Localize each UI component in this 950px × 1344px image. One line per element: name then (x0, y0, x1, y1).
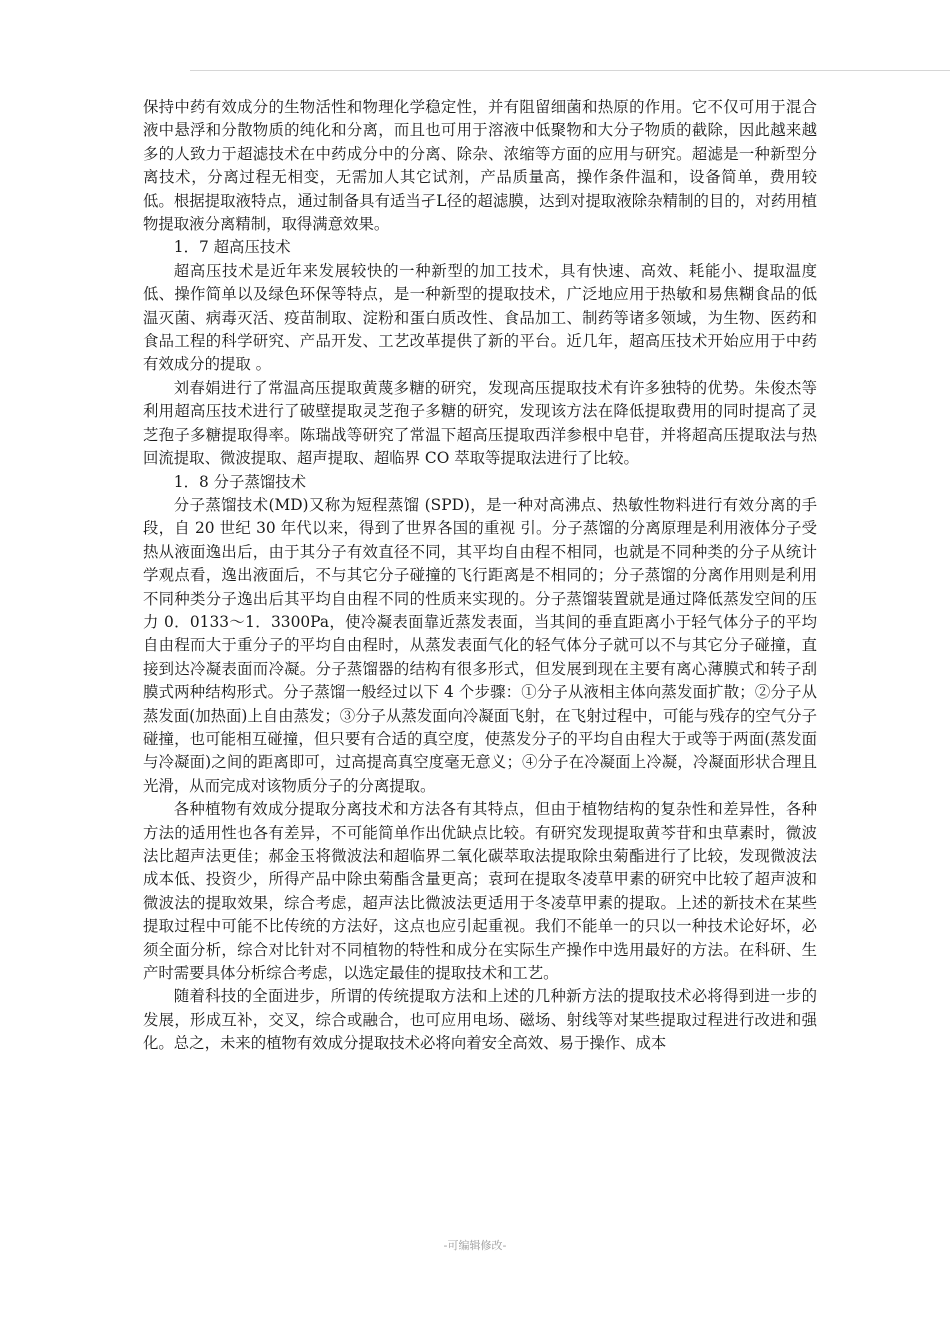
page-footer: -可编辑修改- (443, 1239, 507, 1252)
section-heading-1-7: 1．7 超高压技术 (173, 238, 291, 257)
section-heading-1-8: 1．8 分子蒸馏技术 (173, 472, 307, 491)
paragraph-ultrafiltration-cont: 保持中药有效成分的生物活性和物理化学稳定性，并有阻留细菌和热原的作用。它不仅可用于混合液中悬浮和分散物质的纯化和分离，而且也可用于溶液中低聚物和大分子物质的截除，因此越来越多的人致力于超滤技术在中药成分中的分离、除杂、浓缩等方面的应用与研究。超滤是一种新型分离技术，分离过程无相变，无需加人其它试剂，产品质量高，操作条件温和，设备简单，费用较低。根据提取液特点，通过制备具有适当孑L径的超滤膜，达到对提取液除杂精制的目的，对药用植物提取液分离精制，取得满意效果。 (143, 98, 817, 234)
paragraph-high-pressure-intro: 超高压技术是近年来发展较快的一种新型的加工技术，具有快速、高效、耗能小、提取温度低、操作简单以及绿色环保等特点，是一种新型的提取技术，广泛地应用于热敏和易焦糊食品的低温灭菌、病毒灭活、疫苗制取、淀粉和蛋白质改性、食品加工、制药等诸多领域，为生物、医药和食品工程的科学研究、产品开发、工艺改革提供了新的平台。近几年，超高压技术开始应用于中药有效成分的提取 。 (143, 261, 817, 374)
header-rule (190, 70, 950, 71)
paragraph-outlook: 随着科技的全面进步，所谓的传统提取方法和上述的几种新方法的提取技术必将得到进一步的发展，形成互补，交叉，综合或融合，也可应用电场、磁场、射线等对某些提取过程进行改进和强化。总之，未来的植物有效成分提取技术必将向着安全高效、易于操作、成本 (143, 987, 817, 1053)
body-text (143, 96, 817, 1056)
paragraph-high-pressure-studies: 刘春娟进行了常温高压提取黄蔑多糖的研究，发现高压提取技术有许多独特的优势。朱俊杰等利用超高压技术进行了破壁提取灵芝孢子多糖的研究，发现该方法在降低提取费用的同时提高了灵芝孢子多糖提取得率。陈瑞战等研究了常温下超高压提取西洋参根中皂苷，并将超高压提取法与热回流提取、微波提取、超声提取、超临界 CO 萃取等提取法进行了比较。 (143, 378, 817, 468)
paragraph-comparison: 各种植物有效成分提取分离技术和方法各有其特点，但由于植物结构的复杂性和差异性，各种方法的适用性也各有差异，不可能简单作出优缺点比较。有研究发现提取黄芩苷和虫草素时，微波法比超声法更佳；郝金玉将微波法和超临界二氧化碳萃取法提取除虫菊酯进行了比较，发现微波法成本低、投资少，所得产品中除虫菊酯含量更高；袁珂在提取冬凌草甲素的研究中比较了超声波和微波法的提取效果，综合考虑，超声法比微波法更适用于冬凌草甲素的提取。上述的新技术在某些提取过程中可能不比传统的方法好，这点也应引起重视。我们不能单一的只以一种技术论好坏，必须全面分析，综合对比针对不同植物的特性和成分在实际生产操作中选用最好的方法。在科研、生产时需要具体分析综合考虑，以选定最佳的提取技术和工艺。 (143, 800, 817, 983)
paragraph-molecular-distillation: 分子蒸馏技术(MD)又称为短程蒸馏 (SPD)，是一种对高沸点、热敏性物料进行有效分离的手段，自 20 世纪 30 年代以来，得到了世界各国的重视 引。分子蒸馏的分离原理是利用液体分子受热从液面逸出后，由于其分子有效直径不同，其平均自由程不相同，也就是不同种类的分子从统计学观点看，逸出液面后，不与其它分子碰撞的飞行距离是不相同的；分子蒸馏的分离作用则是利用不同种类分子逸出后其平均自由程不同的性质来实现的。分子蒸馏装置就是通过降低蒸发空间的压力 0．0133～1．3300Pa，使冷凝表面靠近蒸发表面，当其间的垂直距离小于轻气体分子的平均自由程而大于重分子的平均自由程时，从蒸发表面气化的轻气体分子就可以不与其它分子碰撞，直接到达冷凝表面而冷凝。分子蒸馏器的结构有很多形式，但发展到现在主要有离心薄膜式和转子刮膜式两种结构形式。分子蒸馏一般经过以下 4 个步骤：①分子从液相主体向蒸发面扩散；②分子从蒸发面(加热面)上自由蒸发；③分子从蒸发面向冷凝面飞射，在飞射过程中，可能与残存的空气分子碰撞，也可能相互碰撞，但只要有合适的真空度，使蒸发分子的平均自由程大于或等于两面(蒸发面与冷凝面)之间的距离即可，过高提高真空度毫无意义；④分子在冷凝面上冷凝，冷凝面形状合理且光滑，从而完成对该物质分子的分离提取。 (143, 495, 817, 795)
